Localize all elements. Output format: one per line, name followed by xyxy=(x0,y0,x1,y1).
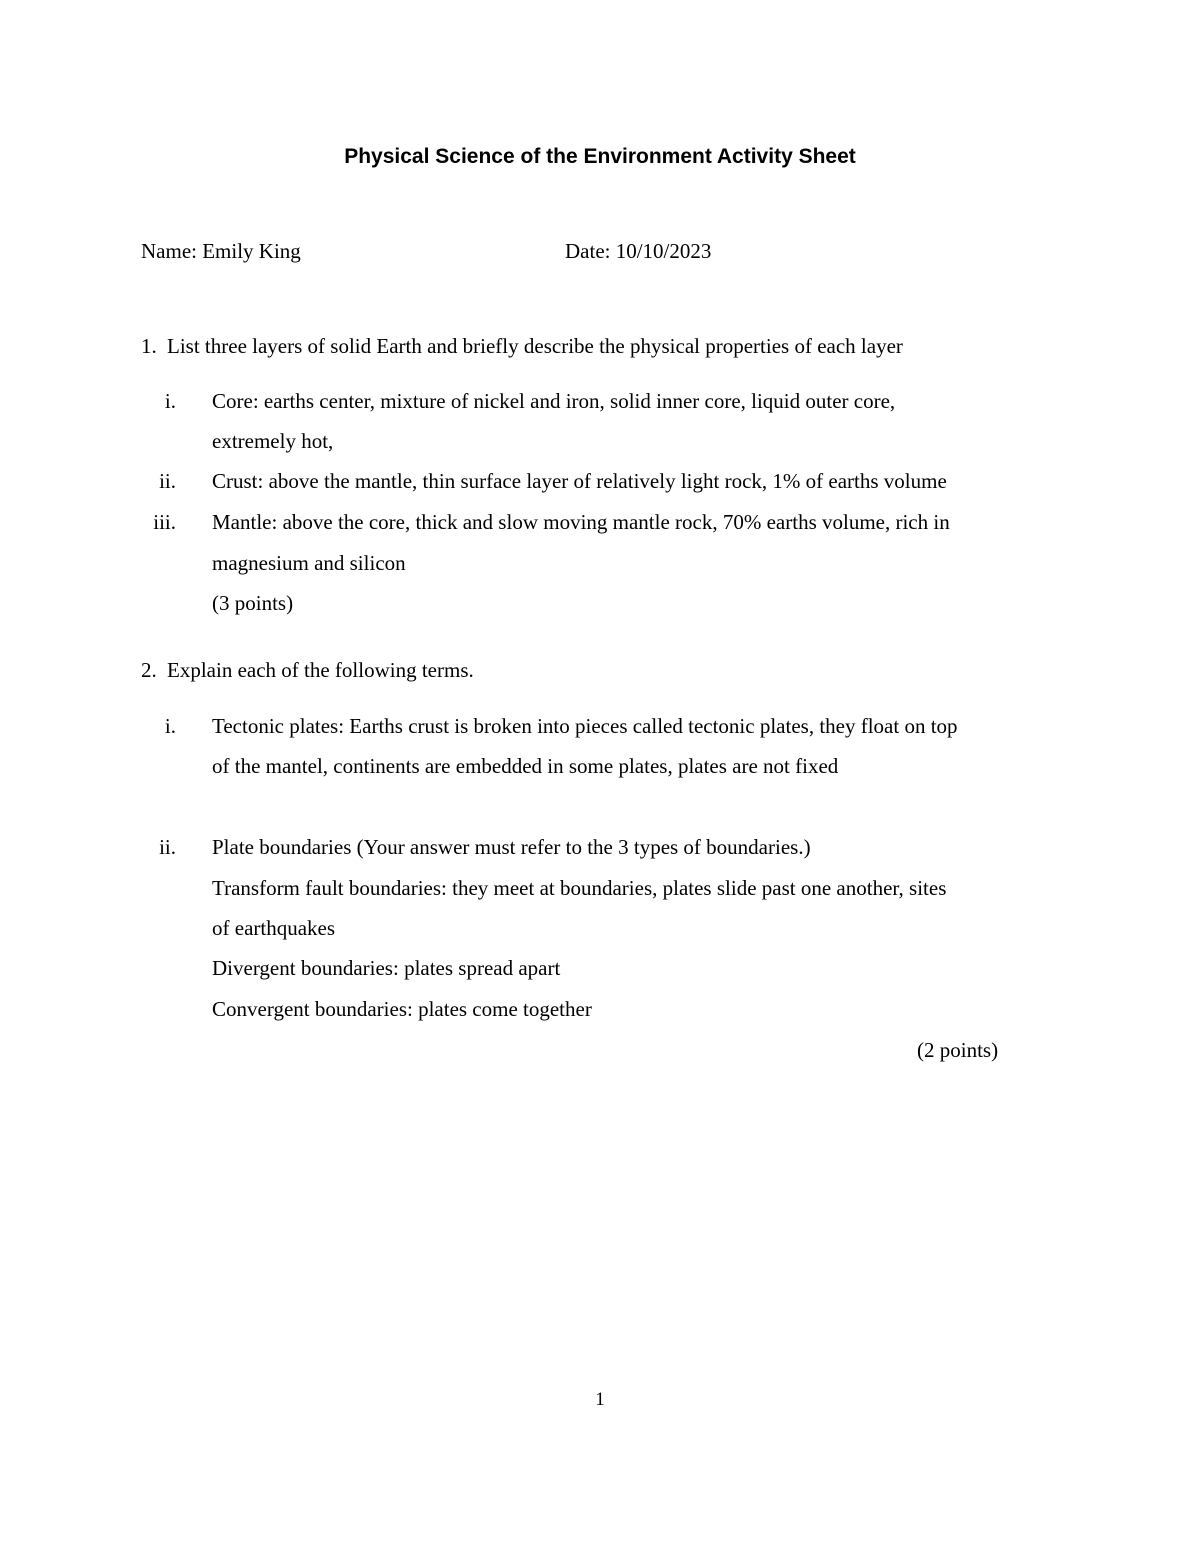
q2-item-ii-line5: Convergent boundaries: plates come together xyxy=(212,997,592,1021)
q1-points: (3 points) xyxy=(212,591,294,615)
page-title: Physical Science of the Environment Activity Sheet xyxy=(344,145,856,168)
q1-item-ii-line1: Crust: above the mantle, thin surface layer of relatively light rock, 1% of earths volume xyxy=(212,469,947,493)
q1-item-ii-marker: ii. xyxy=(159,469,176,493)
q1-item-iii-marker: iii. xyxy=(153,510,176,534)
q2-item-i-marker: i. xyxy=(164,714,176,738)
question-1-prompt: List three layers of solid Earth and briefly describe the physical properties of each layer xyxy=(167,334,903,358)
page-number: 1 xyxy=(595,1389,605,1410)
q2-item-ii-line4: Divergent boundaries: plates spread apart xyxy=(212,956,561,980)
q2-item-i-line1: Tectonic plates: Earths crust is broken into pieces called tectonic plates, they float on top xyxy=(212,714,958,738)
q2-item-ii-line1: Plate boundaries (Your answer must refer to the 3 types of boundaries.) xyxy=(212,835,811,859)
question-1-number: 1. xyxy=(141,334,157,358)
q2-item-ii-line3: of earthquakes xyxy=(212,916,336,940)
q2-item-ii-line2: Transform fault boundaries: they meet at boundaries, plates slide past one another, sites xyxy=(212,876,947,900)
q2-points: (2 points) xyxy=(917,1038,999,1062)
question-2-number: 2. xyxy=(141,658,157,682)
q1-item-iii-line2: magnesium and silicon xyxy=(212,551,406,575)
name-field: Name: Emily King xyxy=(141,239,301,263)
q2-item-i-line2: of the mantel, continents are embedded in some plates, plates are not fixed xyxy=(212,754,839,778)
question-2-prompt: Explain each of the following terms. xyxy=(167,658,474,682)
q1-item-i-marker: i. xyxy=(164,389,176,413)
date-field: Date: 10/10/2023 xyxy=(565,239,712,263)
q1-item-iii-line1: Mantle: above the core, thick and slow moving mantle rock, 70% earths volume, rich in xyxy=(212,510,950,534)
q2-item-ii-marker: ii. xyxy=(159,835,176,859)
q1-item-i-line2: extremely hot, xyxy=(212,429,334,453)
q1-item-i-line1: Core: earths center, mixture of nickel and iron, solid inner core, liquid outer core, xyxy=(212,389,896,413)
